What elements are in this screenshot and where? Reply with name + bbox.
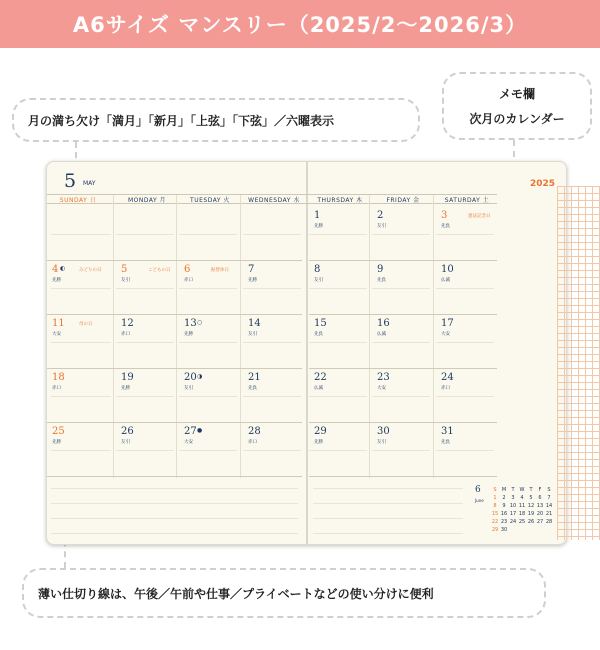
notes-line xyxy=(51,533,298,534)
mini-calendar-day: 2 xyxy=(502,495,506,501)
month-number: 5 xyxy=(64,170,77,192)
cell-divider xyxy=(436,342,494,343)
cell-divider xyxy=(372,288,430,289)
moon-phase-callout xyxy=(12,98,420,142)
planner-spine xyxy=(306,162,308,544)
holiday-label: 憲法記念日 xyxy=(468,214,491,219)
cell-divider xyxy=(51,396,111,397)
divider-callout xyxy=(22,568,546,618)
date-number: 5 xyxy=(121,264,128,275)
week-divider xyxy=(309,368,497,369)
mini-calendar-day: 5 xyxy=(529,495,533,501)
rokuyo-label: 赤口 xyxy=(184,278,193,283)
mini-calendar-day: 7 xyxy=(547,495,551,501)
rokuyo-label: 友引 xyxy=(184,386,193,391)
cell-divider xyxy=(243,450,301,451)
notes-line xyxy=(313,518,463,519)
year-label: 2025 xyxy=(530,179,556,189)
mini-calendar-day: 14 xyxy=(545,503,553,509)
date-number: 26 xyxy=(121,426,134,437)
cell-divider xyxy=(436,234,494,235)
cell-divider xyxy=(179,288,237,289)
cell-divider xyxy=(116,342,174,343)
date-number: 14 xyxy=(248,318,261,329)
cell-divider xyxy=(309,450,367,451)
cell-divider xyxy=(309,288,367,289)
rokuyo-label: 先勝 xyxy=(184,332,193,337)
memo-callout-line1: メモ欄 xyxy=(498,87,535,101)
rokuyo-label: 友引 xyxy=(248,332,257,337)
rokuyo-label: 仏滅 xyxy=(377,332,386,337)
mini-calendar-day: 19 xyxy=(527,511,535,517)
day-of-week-header: MONDAY 月 xyxy=(127,197,167,204)
column-divider xyxy=(240,195,241,478)
week-divider xyxy=(47,260,302,261)
date-number: 7 xyxy=(248,264,255,275)
column-divider xyxy=(176,195,177,478)
moon-phase-icon: ◑ xyxy=(197,373,203,380)
mini-calendar-day: 28 xyxy=(545,519,553,525)
rokuyo-label: 大安 xyxy=(52,332,61,337)
month-name: MAY xyxy=(83,180,96,187)
mini-calendar-day: 17 xyxy=(509,511,517,517)
date-number: 23 xyxy=(377,372,390,383)
week-divider xyxy=(309,314,497,315)
mini-calendar-day: 6 xyxy=(538,495,542,501)
holiday-label: 母の日 xyxy=(79,322,93,327)
mini-calendar-day: 23 xyxy=(500,519,508,525)
rokuyo-label: 先勝 xyxy=(314,440,323,445)
cell-divider xyxy=(309,234,367,235)
date-number: 31 xyxy=(441,426,454,437)
week-divider xyxy=(47,422,302,423)
cell-divider xyxy=(51,342,111,343)
rokuyo-label: 先負 xyxy=(248,386,257,391)
cell-divider xyxy=(243,396,301,397)
rokuyo-label: 友引 xyxy=(121,440,130,445)
mini-calendar-header: M xyxy=(501,487,507,493)
week-divider xyxy=(309,476,497,477)
date-number: 2 xyxy=(377,210,384,221)
date-number: 27 xyxy=(184,426,197,437)
date-number: 25 xyxy=(52,426,65,437)
mini-calendar-header: F xyxy=(538,487,542,493)
mini-calendar-day: 20 xyxy=(536,511,544,517)
next-month-name: June xyxy=(475,498,484,503)
date-number: 8 xyxy=(314,264,321,275)
date-number: 22 xyxy=(314,372,327,383)
mini-calendar-day: 16 xyxy=(500,511,508,517)
rokuyo-label: 先勝 xyxy=(52,440,61,445)
date-number: 9 xyxy=(377,264,384,275)
mini-calendar-day: 15 xyxy=(491,511,499,517)
column-divider xyxy=(113,195,114,478)
cell-divider xyxy=(372,450,430,451)
date-number: 20 xyxy=(184,372,197,383)
rokuyo-label: 先勝 xyxy=(52,278,61,283)
moon-phase-icon: ○ xyxy=(197,319,203,326)
notes-line xyxy=(51,518,298,519)
rokuyo-label: 赤口 xyxy=(248,440,257,445)
rokuyo-label: 赤口 xyxy=(52,386,61,391)
divider-callout-text: 薄い仕切り線は、午後／午前や仕事／プライベートなどの使い分けに便利 xyxy=(38,586,434,601)
notes-line xyxy=(313,488,463,489)
notes-line xyxy=(313,533,463,534)
date-number: 17 xyxy=(441,318,454,329)
rokuyo-label: 先負 xyxy=(314,332,323,337)
rokuyo-label: 大安 xyxy=(184,440,193,445)
cell-divider xyxy=(179,234,237,235)
date-number: 30 xyxy=(377,426,390,437)
date-number: 4 xyxy=(52,264,59,275)
mini-calendar-day: 25 xyxy=(518,519,526,525)
rokuyo-label: 友引 xyxy=(314,278,323,283)
cell-divider xyxy=(51,450,111,451)
date-number: 13 xyxy=(184,318,197,329)
rokuyo-label: 大安 xyxy=(441,332,450,337)
week-divider xyxy=(47,476,302,477)
date-number: 3 xyxy=(441,210,448,221)
cell-divider xyxy=(51,288,111,289)
rokuyo-label: 友引 xyxy=(377,224,386,229)
mini-calendar-day: 4 xyxy=(520,495,524,501)
memo-callout xyxy=(442,72,592,140)
holiday-label: みどりの日 xyxy=(79,268,102,273)
cell-divider xyxy=(372,342,430,343)
mini-calendar-day: 29 xyxy=(491,527,499,533)
mini-calendar-day: 12 xyxy=(527,503,535,509)
week-divider xyxy=(309,422,497,423)
cell-divider xyxy=(116,450,174,451)
mini-calendar-day: 22 xyxy=(491,519,499,525)
date-number: 28 xyxy=(248,426,261,437)
week-divider xyxy=(309,260,497,261)
mini-calendar-day: 9 xyxy=(502,503,506,509)
memo-callout-line2: 次月のカレンダー xyxy=(469,112,565,126)
day-of-week-header: TUESDAY 火 xyxy=(190,197,230,204)
cell-divider xyxy=(436,450,494,451)
mini-calendar-day: 1 xyxy=(493,495,497,501)
planner-spread xyxy=(46,161,567,545)
rokuyo-label: 赤口 xyxy=(441,386,450,391)
cell-divider xyxy=(309,342,367,343)
mini-calendar-header: W xyxy=(519,487,525,493)
moon-phase-icon: ◐ xyxy=(60,265,66,272)
mini-calendar-header: S xyxy=(547,487,551,493)
cell-divider xyxy=(51,234,111,235)
cell-divider xyxy=(372,234,430,235)
cell-divider xyxy=(372,396,430,397)
cell-divider xyxy=(179,342,237,343)
day-of-week-header: SUNDAY 日 xyxy=(59,197,97,204)
cell-divider xyxy=(243,342,301,343)
next-month-number: 6 xyxy=(475,485,481,495)
holiday-label: こどもの日 xyxy=(148,268,171,273)
day-of-week-header: THURSDAY 木 xyxy=(317,197,363,204)
day-of-week-header: SATURDAY 土 xyxy=(444,197,490,204)
rokuyo-label: 先勝 xyxy=(314,224,323,229)
date-number: 10 xyxy=(441,264,454,275)
notes-line xyxy=(313,503,463,504)
cell-divider xyxy=(243,288,301,289)
rokuyo-label: 友引 xyxy=(121,278,130,283)
rokuyo-label: 先勝 xyxy=(121,386,130,391)
cell-divider xyxy=(179,450,237,451)
cell-divider xyxy=(116,288,174,289)
date-number: 16 xyxy=(377,318,390,329)
mini-calendar-header: T xyxy=(529,487,533,493)
cell-divider xyxy=(179,396,237,397)
rokuyo-label: 先勝 xyxy=(248,278,257,283)
mini-calendar-day: 3 xyxy=(511,495,515,501)
cell-divider xyxy=(116,234,174,235)
date-number: 19 xyxy=(121,372,134,383)
day-of-week-header: WEDNESDAY 水 xyxy=(248,197,300,204)
rokuyo-label: 大安 xyxy=(377,386,386,391)
rokuyo-label: 仏滅 xyxy=(314,386,323,391)
rokuyo-label: 友引 xyxy=(377,440,386,445)
date-number: 24 xyxy=(441,372,454,383)
rokuyo-label: 先負 xyxy=(441,224,450,229)
date-number: 12 xyxy=(121,318,134,329)
mini-calendar-header: T xyxy=(511,487,515,493)
memo-grid xyxy=(557,186,600,540)
cell-divider xyxy=(116,396,174,397)
day-of-week-header: FRIDAY 金 xyxy=(386,197,420,204)
cell-divider xyxy=(243,234,301,235)
mini-calendar-day: 26 xyxy=(527,519,535,525)
column-divider xyxy=(369,195,370,478)
date-number: 29 xyxy=(314,426,327,437)
rokuyo-label: 赤口 xyxy=(121,332,130,337)
notes-line xyxy=(51,488,298,489)
date-number: 15 xyxy=(314,318,327,329)
mini-calendar-header: S xyxy=(493,487,497,493)
mini-calendar-day: 13 xyxy=(536,503,544,509)
rokuyo-label: 先負 xyxy=(377,278,386,283)
rokuyo-label: 仏滅 xyxy=(441,278,450,283)
moon-phase-callout-text: 月の満ち欠け「満月」「新月」「上弦」「下弦」／六曜表示 xyxy=(28,113,335,128)
mini-calendar-day: 11 xyxy=(518,503,526,509)
week-divider xyxy=(47,314,302,315)
cell-divider xyxy=(436,288,494,289)
mini-calendar-day: 27 xyxy=(536,519,544,525)
mini-calendar-day: 18 xyxy=(518,511,526,517)
cell-divider xyxy=(436,396,494,397)
mini-calendar-day: 10 xyxy=(509,503,517,509)
moon-phase-icon: ● xyxy=(197,427,203,434)
rokuyo-label: 先負 xyxy=(441,440,450,445)
column-divider xyxy=(433,195,434,478)
notes-line xyxy=(51,503,298,504)
date-number: 21 xyxy=(248,372,261,383)
mini-calendar-day: 24 xyxy=(509,519,517,525)
date-number: 18 xyxy=(52,372,65,383)
week-divider xyxy=(47,368,302,369)
holiday-label: 振替休日 xyxy=(211,268,229,273)
page-title: A6サイズ マンスリー（2025/2～2026/3） xyxy=(72,13,528,37)
cell-divider xyxy=(309,396,367,397)
mini-calendar-day: 30 xyxy=(500,527,508,533)
date-number: 1 xyxy=(314,210,321,221)
page-title-banner xyxy=(0,0,600,48)
mini-calendar-day: 21 xyxy=(545,511,553,517)
date-number: 6 xyxy=(184,264,191,275)
mini-calendar-day: 8 xyxy=(493,503,497,509)
date-number: 11 xyxy=(52,318,65,329)
